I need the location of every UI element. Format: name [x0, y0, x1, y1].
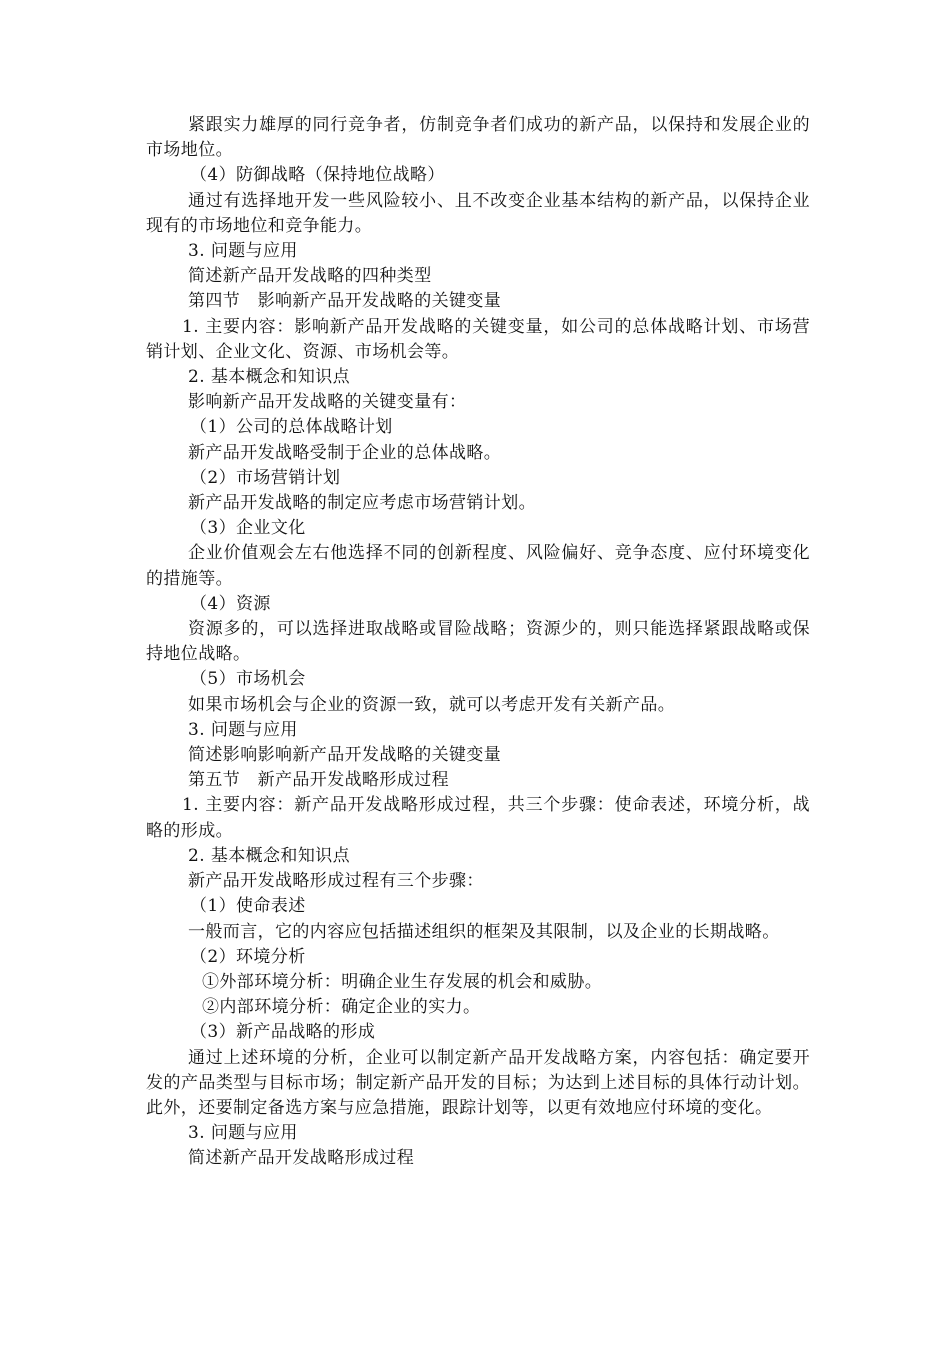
- paragraph: （3）企业文化: [190, 518, 306, 539]
- paragraph: 通过有选择地开发一些风险较小、且不改变企业基本结构的新产品，以保持企业现有的市场地位和竞争能力。: [146, 190, 810, 236]
- paragraph: 影响新产品开发战略的关键变量有：: [188, 392, 467, 413]
- paragraph: 简述新产品开发战略形成过程: [188, 1148, 415, 1169]
- paragraph: 资源多的，可以选择进取战略或冒险战略；资源少的，则只能选择紧跟战略或保持地位战略。: [146, 619, 810, 665]
- document-body: [146, 113, 810, 1172]
- paragraph: ②内部环境分析：确定企业的实力。: [202, 997, 481, 1018]
- paragraph: 3. 问题与应用: [188, 719, 298, 740]
- paragraph: 如果市场机会与企业的资源一致，就可以考虑开发有关新产品。: [188, 694, 676, 715]
- paragraph: 1. 主要内容：新产品开发战略形成过程，共三个步骤：使命表述，环境分析，战略的形成。: [146, 795, 810, 841]
- paragraph: ①外部环境分析：明确企业生存发展的机会和威胁。: [202, 971, 603, 992]
- paragraph: 简述影响影响新产品开发战略的关键变量: [188, 745, 502, 766]
- paragraph: （4）资源: [190, 593, 271, 614]
- paragraph: 通过上述环境的分析，企业可以制定新产品开发战略方案，内容包括：确定要开发的产品类型与目标市场；制定新产品开发的目标；为达到上述目标的具体行动计划。此外，还要制定备选方案与应急措施，跟踪计划等，以更有效地应付环境的变化。: [146, 1047, 810, 1118]
- paragraph: 2. 基本概念和知识点: [188, 367, 351, 388]
- paragraph: 新产品开发战略的制定应考虑市场营销计划。: [188, 493, 536, 514]
- paragraph: （3）新产品战略的形成: [190, 1022, 376, 1043]
- paragraph: （4）防御战略（保持地位战略）: [190, 165, 445, 186]
- paragraph: 第四节 影响新产品开发战略的关键变量: [188, 291, 502, 312]
- paragraph: （1）公司的总体战略计划: [190, 417, 393, 438]
- paragraph: 1. 主要内容：影响新产品开发战略的关键变量，如公司的总体战略计划、市场营销计划、企业文化、资源、市场机会等。: [146, 316, 810, 362]
- paragraph: （2）环境分析: [190, 946, 306, 967]
- paragraph: 简述新产品开发战略的四种类型: [188, 266, 432, 287]
- paragraph: （5）市场机会: [190, 669, 306, 690]
- paragraph: 3. 问题与应用: [188, 1123, 298, 1144]
- paragraph: （1）使命表述: [190, 896, 306, 917]
- paragraph: 企业价值观会左右他选择不同的创新程度、风险偏好、竞争态度、应付环境变化的措施等。: [146, 543, 810, 589]
- paragraph: 新产品开发战略形成过程有三个步骤：: [188, 871, 484, 892]
- paragraph: 新产品开发战略受制于企业的总体战略。: [188, 442, 502, 463]
- paragraph: 紧跟实力雄厚的同行竞争者，仿制竞争者们成功的新产品，以保持和发展企业的市场地位。: [146, 115, 810, 161]
- paragraph: 一般而言，它的内容应包括描述组织的框架及其限制，以及企业的长期战略。: [188, 921, 780, 942]
- paragraph: 第五节 新产品开发战略形成过程: [188, 770, 449, 791]
- paragraph: （2）市场营销计划: [190, 467, 341, 488]
- paragraph: 3. 问题与应用: [188, 241, 298, 262]
- paragraph: 2. 基本概念和知识点: [188, 845, 351, 866]
